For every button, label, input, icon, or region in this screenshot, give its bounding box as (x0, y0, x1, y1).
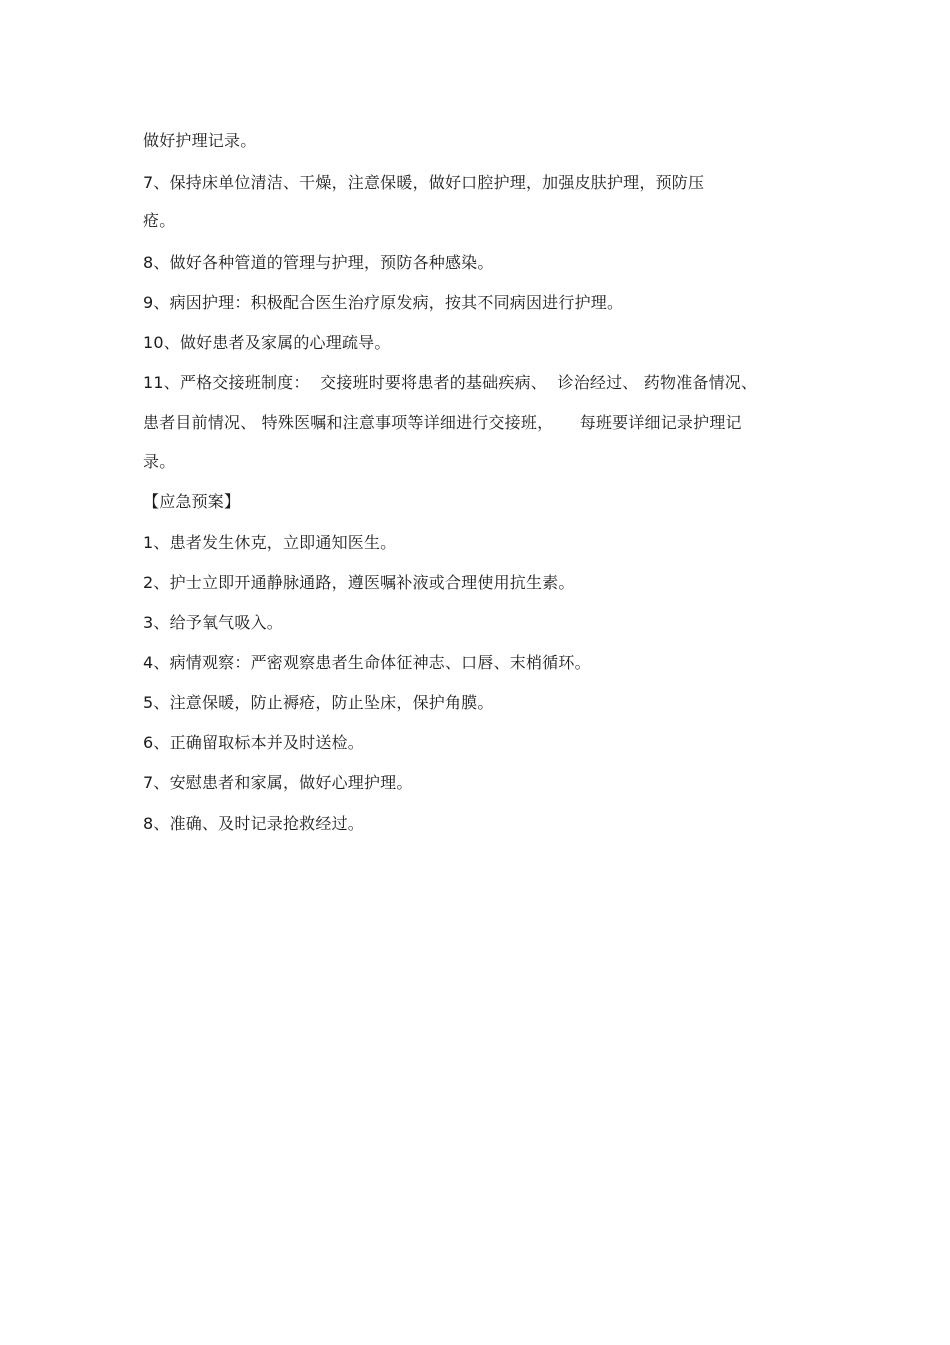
text-line-item-10: 10、做好患者及家属的心理疏导。 (143, 333, 391, 352)
text-line-plan-1: 1、患者发生休克，立即通知医生。 (143, 533, 397, 552)
text-line-item-11-cont: 患者目前情况、 特殊医嘱和注意事项等详细进行交接班， 每班要详细记录护理记 (143, 413, 742, 432)
text-line-item-9: 9、病因护理：积极配合医生治疗原发病，按其不同病因进行护理。 (143, 293, 624, 312)
text-line-item-7: 7、保持床单位清洁、干燥，注意保暖，做好口腔护理，加强皮肤护理，预防压 (143, 173, 705, 192)
text-line-item-11: 11、严格交接班制度： 交接班时要将患者的基础疾病、 诊治经过、 药物准备情况、 (143, 373, 758, 392)
text-line-plan-8: 8、准确、及时记录抢救经过。 (143, 814, 364, 833)
text-line-plan-4: 4、病情观察：严密观察患者生命体征神志、口唇、末梢循环。 (143, 653, 591, 672)
text-line-item-7-cont: 疮。 (143, 211, 176, 230)
text-line-plan-7: 7、安慰患者和家属，做好心理护理。 (143, 773, 413, 792)
section-heading-emergency-plan: 【应急预案】 (143, 492, 241, 511)
text-line-plan-3: 3、给予氧气吸入。 (143, 613, 283, 632)
text-line-plan-2: 2、护士立即开通静脉通路，遵医嘱补液或合理使用抗生素。 (143, 573, 575, 592)
text-line-item-8: 8、做好各种管道的管理与护理，预防各种感染。 (143, 253, 494, 272)
text-line-item-11-end: 录。 (143, 452, 176, 471)
text-line-plan-5: 5、注意保暖，防止褥疮，防止坠床，保护角膜。 (143, 693, 494, 712)
text-line-record: 做好护理记录。 (143, 131, 257, 150)
text-line-plan-6: 6、正确留取标本并及时送检。 (143, 733, 364, 752)
